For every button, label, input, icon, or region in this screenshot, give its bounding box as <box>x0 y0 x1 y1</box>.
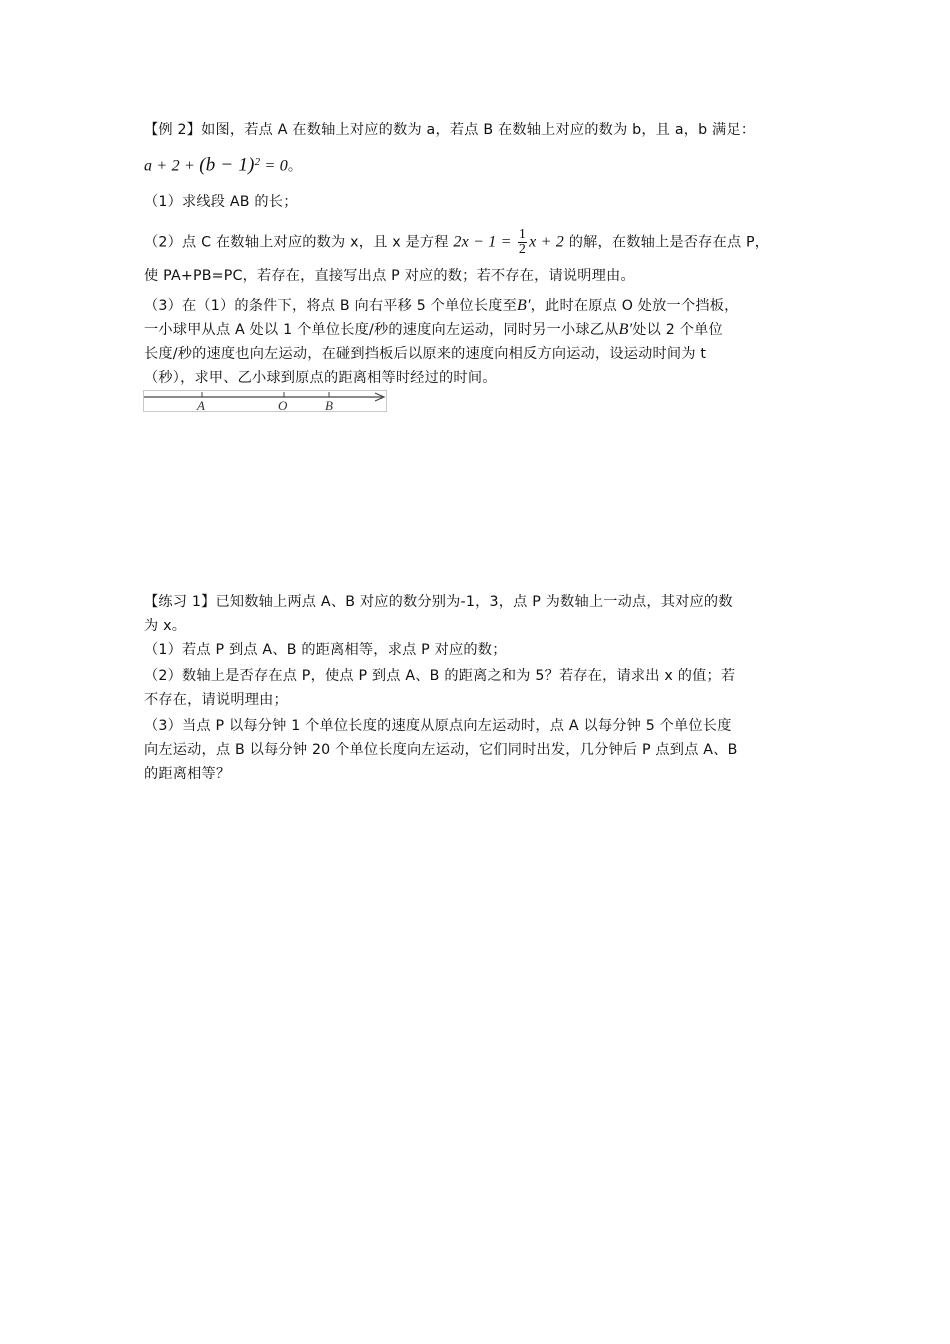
example2-q3-line2 <box>144 320 809 340</box>
q2-text-b: 的解，在数轴上是否存在点 P， <box>563 234 770 251</box>
number-line-figure <box>143 390 387 412</box>
practice1-q2-line2: 不存在，请说明理由； <box>144 692 288 708</box>
label-o: O <box>278 398 288 411</box>
label-b: B <box>325 398 333 411</box>
practice1-q1: （1）若点 P 到点 A、B 的距离相等，求点 P 对应的数； <box>144 642 507 658</box>
example2-q3-line1 <box>144 296 809 316</box>
equation-exponent: 2 <box>254 156 261 168</box>
example2-q2-line2: 使 PA+PB=PC，若存在，直接写出点 P 对应的数；若不存在，请说明理由。 <box>144 268 635 284</box>
q3-text-c: 一小球甲从点 A 处以 1 个单位长度/秒的速度向左运动，同时另一小球乙从 <box>144 322 619 338</box>
practice1-title-line2: 为 x。 <box>144 618 187 634</box>
q3-text-b: ，此时在原点 O 处放一个挡板， <box>530 298 739 314</box>
q3-text-d: 处以 2 个单位 <box>632 322 723 338</box>
q2-text-a: （2）点 C 在数轴上对应的数为 x，且 x 是方程 <box>144 234 454 251</box>
label-a: A <box>197 398 205 411</box>
q3-text-a: （3）在（1）的条件下，将点 B 向右平移 5 个单位长度至 <box>144 298 517 314</box>
q2-eq-left: 2x − 1 = <box>453 233 516 251</box>
example2-title: 【例 2】如图，若点 A 在数轴上对应的数为 a，若点 B 在数轴上对应的数为 b，且 a，b 满足： <box>144 122 756 138</box>
example2-q1: （1）求线段 AB 的长； <box>144 194 298 210</box>
practice1-title-line1: 【练习 1】已知数轴上两点 A、B 对应的数分别为-1，3，点 P 为数轴上一动点，其对应的数 <box>144 594 733 610</box>
example2-q2-line1 <box>144 228 809 257</box>
equation-end: 。 <box>287 158 303 175</box>
q2-eq-right: x + 2 <box>529 233 564 251</box>
equation-paren: (b − 1) <box>199 154 255 176</box>
example2-q3-line4: （秒），求甲、乙小球到原点的距离相等时经过的时间。 <box>144 370 497 386</box>
b-prime-symbol: B′ <box>516 297 531 314</box>
example2-q3-line3: 长度/秒的速度也向左运动，在碰到挡板后以原来的速度向相反方向运动，设运动时间为 t <box>144 346 707 362</box>
equation-rhs: = 0 <box>260 157 288 175</box>
example2-equation <box>144 152 809 177</box>
practice1-q2-line1: （2）数轴上是否存在点 P，使点 P 到点 A、B 的距离之和为 5？若存在，请求出 x 的值；若 <box>144 668 736 684</box>
fraction-numerator: 1 <box>518 227 527 242</box>
b-prime-symbol: B′ <box>618 321 633 338</box>
practice1-q3-line3: 的距离相等？ <box>144 766 231 782</box>
q2-fraction <box>518 228 527 257</box>
equation-lhs: a + 2 + <box>144 157 200 175</box>
fraction-denominator: 2 <box>518 242 527 257</box>
number-line-svg <box>144 391 386 411</box>
practice1-q3-line1: （3）当点 P 以每分钟 1 个单位长度的速度从原点向左运动时，点 A 以每分钟 5 个单位长度 <box>144 718 732 734</box>
practice1-q3-line2: 向左运动，点 B 以每分钟 20 个单位长度向左运动，它们同时出发，几分钟后 P 点到点 A、B <box>144 742 738 758</box>
